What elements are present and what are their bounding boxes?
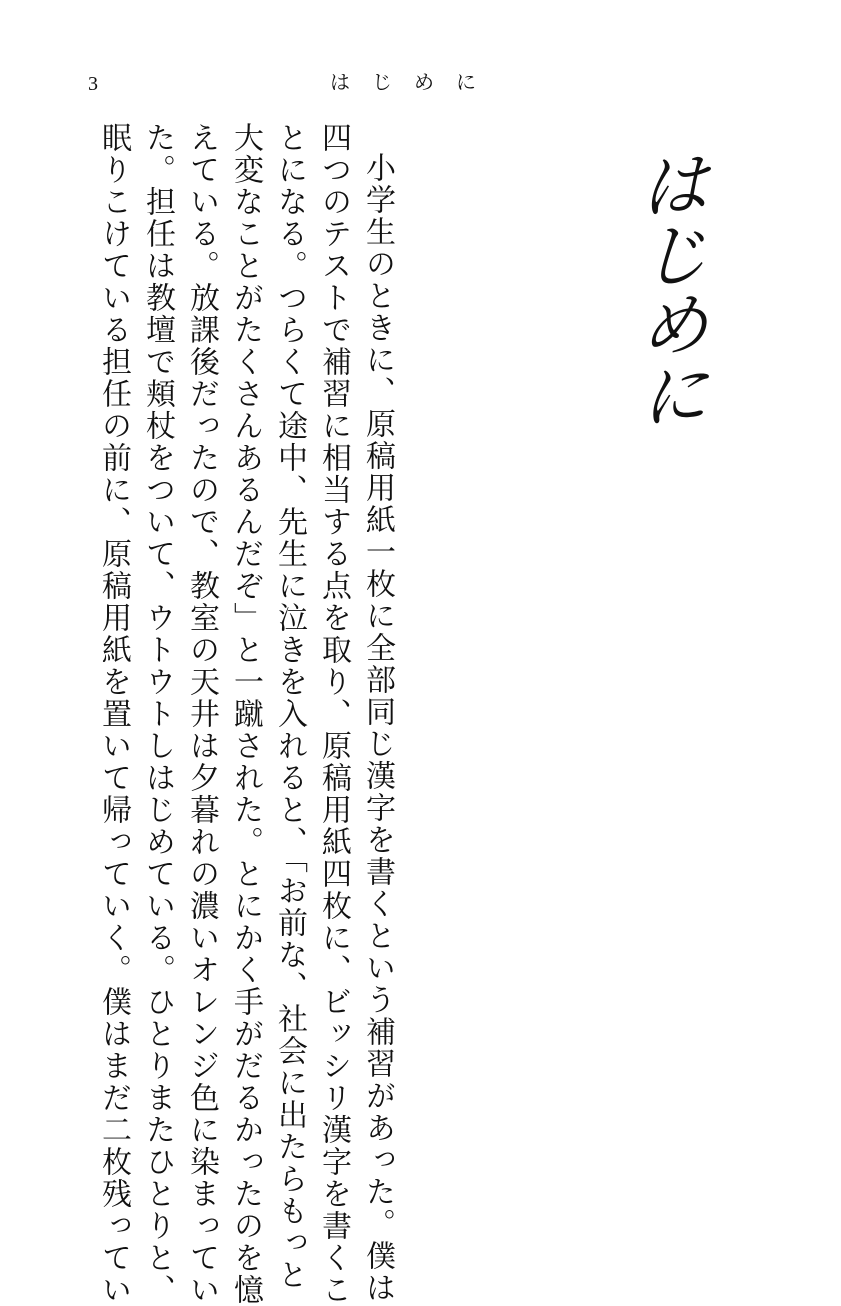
body-line: 四つのテストで補習に相当する点を取り、原稿用紙四枚に、ビッシリ漢字を書くこ	[316, 122, 351, 1306]
body-line: とになる。つらくて途中、先生に泣きを入れると、「お前な、社会に出たらもっと	[272, 122, 307, 1291]
body-line: えている。放課後だったので、教室の天井は夕暮れの濃いオレンジ色に染まってい	[184, 122, 219, 1306]
body-line: 眠りこけている担任の前に、原稿用紙を置いて帰っていく。僕はまだ二枚残ってい	[96, 122, 131, 1306]
page-number: 3	[88, 73, 98, 95]
chapter-title: はじめに	[628, 146, 710, 433]
body-line: 小学生のときに、原稿用紙一枚に全部同じ漢字を書くという補習があった。僕は	[360, 152, 395, 1304]
body-text	[84, 122, 399, 1306]
body-line: た。担任は教壇で頬杖をついて、ウトウトしはじめている。ひとりまたひとりと、	[140, 122, 175, 1306]
body-line: 大変なことがたくさんあるんだぞ」と一蹴された。とにかく手がだるかったのを憶	[228, 122, 263, 1306]
running-title: はじめに	[330, 70, 498, 94]
